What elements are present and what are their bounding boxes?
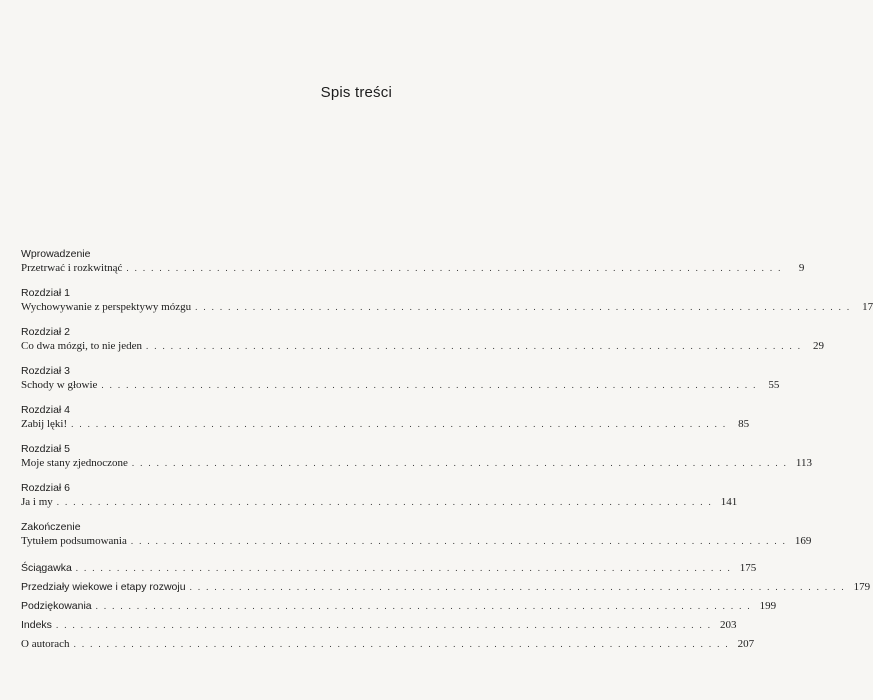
toc-row-cheat-sheet[interactable]: [21, 559, 757, 578]
toc-row[interactable]: [21, 417, 750, 432]
toc-row-index[interactable]: [21, 616, 737, 635]
toc-row[interactable]: [21, 261, 805, 276]
dot-leader: ................................................................................: [126, 263, 787, 273]
toc-section-heading: Wprowadzenie: [21, 248, 91, 260]
toc-row-about-authors[interactable]: [21, 635, 755, 654]
dot-leader: ................................................................................: [73, 639, 734, 649]
toc-section-heading: Rozdział 3: [21, 365, 71, 377]
dot-leader: ................................................................................: [101, 380, 762, 390]
dot-leader: ................................................................................: [130, 536, 791, 546]
toc-page-number: 55: [768, 379, 780, 391]
dot-leader: ................................................................................: [55, 620, 716, 630]
toc-entry-title: Tytułem podsumowania: [21, 535, 127, 547]
table-of-contents: [21, 247, 873, 654]
toc-row[interactable]: [21, 495, 738, 510]
toc-page-number: 29: [812, 340, 824, 352]
toc-entry-title: Przetrwać i rozkwitnąć: [21, 262, 123, 274]
back-matter: [21, 559, 871, 654]
toc-entry-title: Podziękowania: [21, 600, 92, 612]
dot-leader: ................................................................................: [189, 582, 850, 592]
toc-entry-title: Ja i my: [21, 496, 53, 508]
toc-entry-chapter-2: [21, 325, 824, 354]
toc-row[interactable]: [21, 378, 780, 393]
toc-page-number: 9: [798, 262, 805, 274]
toc-row[interactable]: [21, 300, 873, 315]
toc-row[interactable]: [21, 456, 812, 471]
toc-page-number: 203: [719, 619, 737, 631]
toc-entry-chapter-1: [21, 286, 873, 315]
toc-row-acknowledgements[interactable]: [21, 597, 777, 616]
dot-leader: ................................................................................: [75, 563, 736, 573]
toc-section-heading: Rozdział 5: [21, 443, 71, 455]
toc-entry-title: Schody w głowie: [21, 379, 98, 391]
toc-row[interactable]: [21, 534, 812, 549]
toc-page-number: 179: [853, 581, 871, 593]
toc-page-number: 17: [862, 301, 873, 313]
toc-page-number: 175: [739, 562, 757, 574]
toc-section-heading: Rozdział 4: [21, 404, 71, 416]
dot-leader: ................................................................................: [56, 497, 717, 507]
toc-entry-chapter-5: [21, 442, 812, 471]
toc-page-number: 113: [795, 457, 812, 469]
toc-entry-title: Co dwa mózgi, to nie jeden: [21, 340, 142, 352]
toc-page-number: 141: [720, 496, 738, 508]
toc-row[interactable]: [21, 339, 824, 354]
toc-section-heading: Rozdział 6: [21, 482, 71, 494]
toc-entry-title: Indeks: [21, 619, 52, 631]
toc-row-age-ranges[interactable]: [21, 578, 871, 597]
toc-section-heading: Zakończenie: [21, 521, 81, 533]
toc-page-number: 199: [759, 600, 777, 612]
dot-leader: ................................................................................: [71, 419, 732, 429]
dot-leader: ................................................................................: [195, 302, 856, 312]
toc-entry-title: Moje stany zjednoczone: [21, 457, 128, 469]
toc-page-number: 207: [737, 638, 755, 650]
dot-leader: ................................................................................: [145, 341, 806, 351]
toc-entry-title: O autorach: [21, 638, 70, 650]
toc-section-heading: Rozdział 1: [21, 287, 71, 299]
toc-entry-title: Przedziały wiekowe i etapy rozwoju: [21, 581, 186, 593]
dot-leader: ................................................................................: [131, 458, 792, 468]
dot-leader: ................................................................................: [95, 601, 756, 611]
toc-entry-title: Wychowywanie z perspektywy mózgu: [21, 301, 192, 313]
toc-page-number: 169: [794, 535, 812, 547]
toc-entry-title: Ściągawka: [21, 562, 72, 574]
toc-entry-conclusion: [21, 520, 812, 549]
toc-section-heading: Rozdział 2: [21, 326, 71, 338]
toc-entry-chapter-6: [21, 481, 738, 510]
toc-entry-chapter-3: [21, 364, 780, 393]
toc-entry-chapter-4: [21, 403, 750, 432]
toc-entry-title: Zabij lęki!: [21, 418, 68, 430]
page-title: Spis treści: [320, 84, 392, 101]
toc-entry-introduction: [21, 247, 805, 276]
toc-page-number: 85: [738, 418, 750, 430]
